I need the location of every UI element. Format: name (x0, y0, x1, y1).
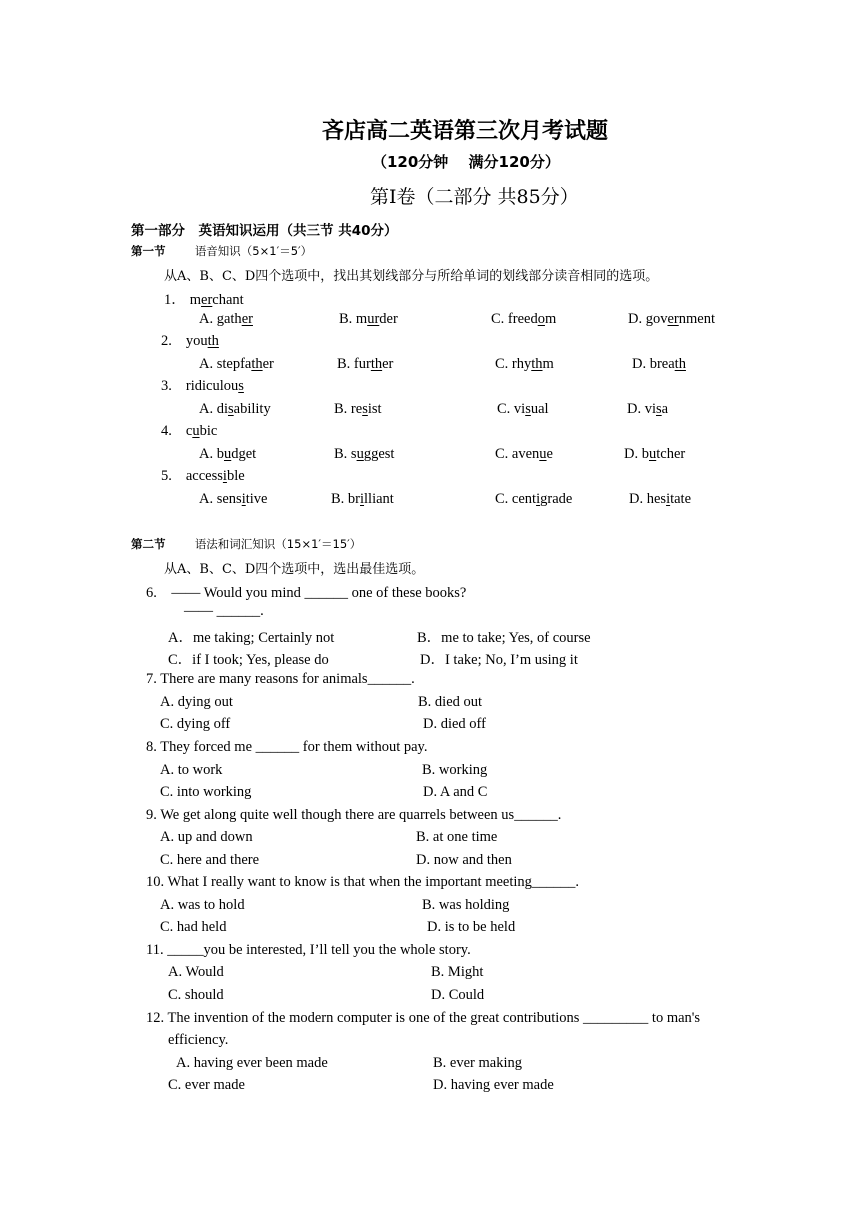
option-underlined: s (362, 401, 368, 417)
option-text: ual (530, 401, 549, 417)
option-underlined: er (667, 311, 679, 327)
option-7b: B. died out (418, 694, 483, 710)
exam-title: 吝店高二英语第三次月考试题 (322, 119, 609, 144)
option-text: D. hes (629, 491, 667, 507)
option-10d: D. is to be held (427, 919, 516, 935)
question-12-stem: 12. The invention of the modern computer is one of the great contributions _________ to man's (146, 1010, 701, 1026)
word-part: m (189, 292, 202, 308)
option-3d (627, 401, 668, 418)
option-text: C. freed (491, 311, 538, 327)
question-6-stem2: —— ______. (184, 603, 264, 619)
option-text: tate (670, 491, 692, 507)
option-text: dget (231, 446, 257, 462)
option-text: D. brea (632, 356, 675, 372)
option-9b: B. at one time (416, 829, 498, 845)
option-12c: C. ever made (168, 1077, 245, 1093)
option-underlined: th (531, 356, 543, 372)
option-3b (334, 401, 382, 418)
question-number: 5. (161, 468, 172, 484)
option-text: er (262, 356, 274, 372)
option-6a: A．me taking; Certainly not (168, 630, 335, 646)
option-2b (337, 356, 393, 373)
part1-heading: 第一部分 英语知识运用（共三节 共40分） (131, 223, 398, 239)
option-12b: B. ever making (433, 1055, 522, 1071)
option-text: ggest (363, 446, 395, 462)
question-number: 1． (164, 292, 186, 308)
option-underlined: ur (367, 311, 380, 327)
option-4d (624, 446, 685, 463)
option-text: der (379, 311, 398, 327)
question-2-word (161, 333, 219, 350)
option-2c (495, 356, 554, 373)
option-text: B. re (334, 401, 363, 417)
question-12-stem2: efficiency. (168, 1032, 229, 1048)
option-underlined: th (370, 356, 383, 372)
option-underlined: th (674, 356, 686, 372)
option-text: ist (367, 401, 382, 417)
section2-instruction: 从A、B、C、D四个选项中，选出最佳选项。 (164, 562, 425, 577)
word-part: access (185, 468, 223, 484)
question-number: 2. (161, 333, 172, 349)
option-text: nment (678, 311, 715, 327)
question-1-word (164, 288, 244, 309)
option-8b: B. working (422, 762, 488, 778)
option-underlined: i (536, 491, 541, 507)
option-4c (495, 446, 553, 463)
option-8d: D. A and C (423, 784, 488, 800)
word-underlined: er (201, 292, 213, 308)
option-1d (628, 311, 715, 328)
option-7a: A. dying out (160, 694, 233, 710)
option-10b: B. was holding (422, 897, 510, 913)
option-underlined: er (241, 311, 253, 327)
section2-label: 第二节 (131, 537, 166, 551)
option-3a (199, 401, 271, 418)
option-underlined: i (241, 491, 246, 507)
section2-header (131, 536, 361, 552)
option-9c: C. here and there (160, 852, 260, 868)
option-9d: D. now and then (416, 852, 512, 868)
option-6d: D．I take; No, I’m using it (420, 652, 578, 668)
section2-heading: 语法和词汇知识（15×1′＝15′） (194, 537, 362, 551)
word-part: chant (212, 292, 244, 308)
option-text: A. sens (199, 491, 242, 507)
option-6c: C．if I took; Yes, please do (168, 652, 329, 668)
question-11-stem: 11. _____you be interested, I’ll tell you the whole story. (146, 942, 471, 958)
question-number: 4. (161, 423, 172, 439)
word-part: ridiculou (185, 378, 239, 394)
option-text: C. vi (497, 401, 526, 417)
option-8c: C. into working (160, 784, 252, 800)
option-5d (629, 491, 691, 508)
option-text: e (546, 446, 553, 462)
option-text: tcher (656, 446, 686, 462)
option-underlined: s (525, 401, 531, 417)
option-underlined: u (356, 446, 364, 462)
option-12d: D. having ever made (433, 1077, 554, 1093)
question-3-word (161, 378, 244, 395)
question-5-word (161, 468, 245, 485)
option-text: D. b (624, 446, 649, 462)
section1-header (131, 243, 312, 259)
option-4b (334, 446, 394, 463)
option-11c: C. should (168, 987, 224, 1003)
option-text: A. gath (199, 311, 242, 327)
word-underlined: i (222, 468, 227, 484)
option-text: C. rhy (495, 356, 532, 372)
option-7d: D. died off (423, 716, 486, 732)
option-10a: A. was to hold (160, 897, 245, 913)
option-5b (331, 491, 394, 508)
option-text: B. br (331, 491, 360, 507)
option-underlined: u (539, 446, 547, 462)
question-8-stem: 8. They forced me ______ for them without pay. (146, 739, 428, 755)
option-11b: B. Might (431, 964, 484, 980)
option-text: D. gov (628, 311, 668, 327)
word-part: ble (226, 468, 245, 484)
option-4a (199, 446, 256, 463)
option-6b: B．me to take; Yes, of course (417, 630, 591, 646)
option-1a (199, 311, 253, 328)
section1-heading: 语音知识（5×1′＝5′） (194, 244, 313, 258)
option-text: D. vi (627, 401, 656, 417)
exam-subtitle: （120分钟 满分120分） (372, 153, 560, 171)
word-underlined: s (238, 378, 244, 394)
option-text: A. stepfa (199, 356, 252, 372)
word-part: c (185, 423, 193, 439)
option-underlined: i (360, 491, 365, 507)
option-underlined: s (228, 401, 234, 417)
option-12a: A. having ever been made (176, 1055, 328, 1071)
option-text: A. b (199, 446, 224, 462)
question-4-word (161, 423, 217, 440)
option-underlined: th (251, 356, 263, 372)
option-text: m (544, 311, 557, 327)
question-number: 3. (161, 378, 172, 394)
option-text: er (382, 356, 394, 372)
option-9a: A. up and down (160, 829, 253, 845)
option-text: tive (245, 491, 268, 507)
word-underlined: th (207, 333, 219, 349)
option-underlined: u (223, 446, 232, 462)
option-7c: C. dying off (160, 716, 231, 732)
word-part: bic (199, 423, 218, 439)
option-8a: A. to work (160, 762, 223, 778)
option-underlined: u (648, 446, 657, 462)
option-text: B. fur (337, 356, 371, 372)
option-text: A. di (199, 401, 228, 417)
option-10c: C. had held (160, 919, 227, 935)
option-text: B. s (334, 446, 357, 462)
option-text: B. m (339, 311, 368, 327)
option-text: lliant (364, 491, 394, 507)
option-5c (495, 491, 572, 508)
option-11d: D. Could (431, 987, 485, 1003)
section1-instruction: 从A、B、C、D四个选项中，找出其划线部分与所给单词的划线部分读音相同的选项。 (164, 269, 659, 284)
question-10-stem: 10. What I really want to know is that when the important meeting______. (146, 874, 580, 890)
option-text: C. aven (495, 446, 540, 462)
word-underlined: u (192, 423, 200, 439)
option-underlined: o (537, 311, 545, 327)
question-7-stem: 7. There are many reasons for animals______. (146, 671, 415, 687)
option-text: m (542, 356, 554, 372)
option-3c (497, 401, 549, 418)
option-text: ability (233, 401, 271, 417)
question-6-stem: 6. —— Would you mind ______ one of these books? (146, 585, 467, 601)
option-2a (199, 356, 274, 373)
option-5a (199, 491, 267, 508)
question-9-stem: 9. We get along quite well though there are quarrels between us______. (146, 807, 562, 823)
option-text: C. cent (495, 491, 537, 507)
option-underlined: i (666, 491, 671, 507)
option-2d (632, 356, 686, 373)
option-1b (339, 311, 398, 328)
volume-heading: 第Ⅰ卷（二部分 共85分） (370, 186, 579, 208)
word-part: you (185, 333, 208, 349)
section1-label: 第一节 (131, 244, 166, 258)
option-11a: A. Would (168, 964, 224, 980)
option-text: a (661, 401, 669, 417)
option-1c (491, 311, 556, 328)
option-underlined: s (656, 401, 662, 417)
option-text: grade (540, 491, 573, 507)
